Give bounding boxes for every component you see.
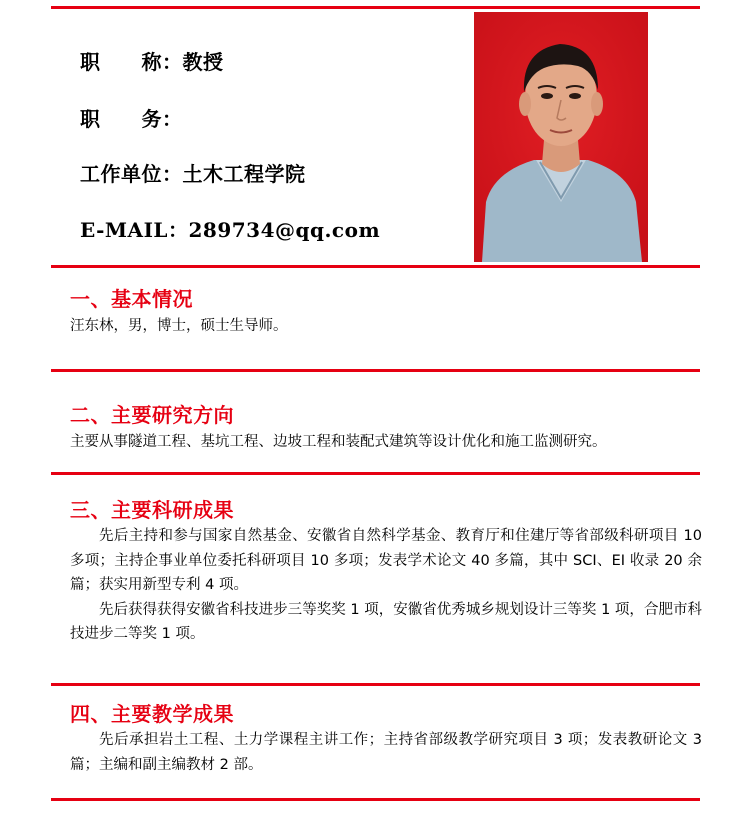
unit-label: 工作单位：	[80, 162, 183, 186]
profile-email-row	[80, 214, 380, 243]
section-research-text	[70, 430, 702, 455]
basic-paragraph: 汪东林，男，博士，硕士生导师。	[70, 318, 288, 334]
profile-photo	[474, 12, 648, 262]
position-label: 职 务：	[80, 107, 183, 131]
title-value: 教授	[182, 50, 224, 74]
divider-2	[51, 369, 700, 372]
divider-1	[51, 265, 700, 268]
email-label: E-MAIL：	[80, 218, 189, 242]
teaching-paragraph-1: 先后承担岩土工程、土力学课程主讲工作；主持省部级教学研究项目 3 项；发表教研论文 3 篇；主编和副主编教材 2 部。	[70, 732, 702, 773]
section-basic-text	[70, 314, 702, 339]
section-teaching-text	[70, 728, 702, 777]
section-teaching-heading: 四、主要教学成果	[70, 702, 234, 726]
section-achievements-heading: 三、主要科研成果	[70, 498, 234, 522]
profile-unit-row	[80, 158, 306, 187]
unit-value: 土木工程学院	[182, 162, 306, 186]
profile-title-row	[80, 46, 224, 75]
achievements-paragraph-1: 先后主持和参与国家自然基金、安徽省自然科学基金、教育厅和住建厅等省部级科研项目 10 多项；主持企事业单位委托科研项目 10 多项；发表学术论文 40 多篇，其中 SCI、EI 收录 20 余篇；获实用新型专利 4 项。	[70, 528, 702, 593]
divider-bottom	[51, 798, 700, 801]
divider-top	[51, 6, 700, 9]
portrait-illustration	[474, 12, 648, 262]
divider-4	[51, 683, 700, 686]
title-label: 职 称：	[80, 50, 183, 74]
profile-position-row	[80, 103, 183, 132]
section-achievements-text	[70, 524, 702, 647]
divider-3	[51, 472, 700, 475]
achievements-paragraph-2: 先后获得获得安徽省科技进步三等奖奖 1 项，安徽省优秀城乡规划设计三等奖 1 项，合肥市科技进步二等奖 1 项。	[70, 601, 702, 642]
email-value[interactable]: 289734@qq.com	[188, 218, 381, 242]
research-paragraph: 主要从事隧道工程、基坑工程、边坡工程和装配式建筑等设计优化和施工监测研究。	[70, 434, 607, 450]
section-research-heading: 二、主要研究方向	[70, 403, 234, 427]
section-basic-heading: 一、基本情况	[70, 287, 193, 311]
